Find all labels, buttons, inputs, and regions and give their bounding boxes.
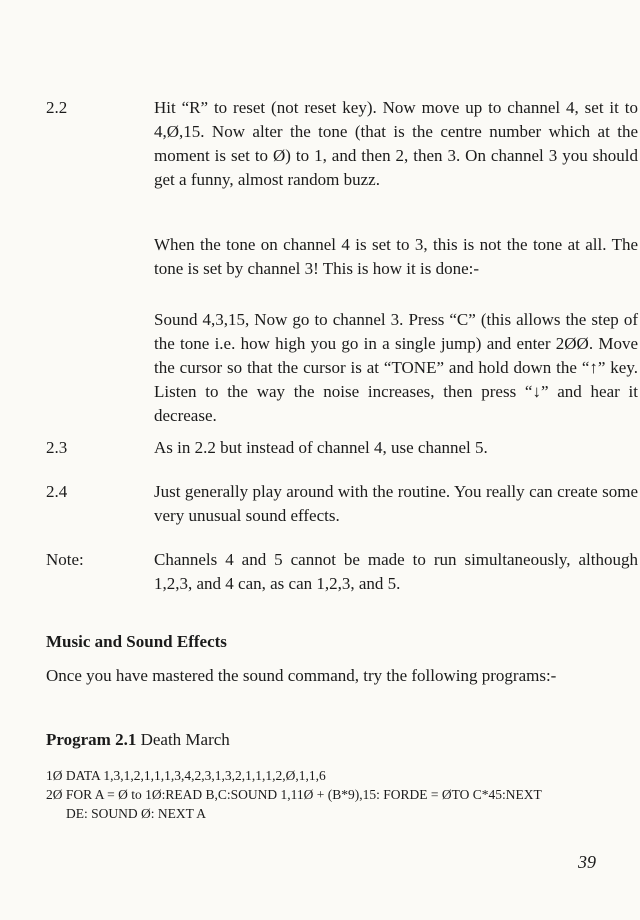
page-number: 39 [578,852,596,872]
code-line: DE: SOUND Ø: NEXT A [66,806,207,821]
code-line: 1Ø DATA 1,3,1,2,1,1,1,3,4,2,3,1,3,2,1,1,1,2,Ø,1,1,6 [46,768,326,783]
section-paragraph: When the tone on channel 4 is set to 3, this is not the tone at all. The tone is set by channel 3! This is how it is done:- [154,235,638,278]
section-paragraph: Just generally play around with the routine. You really can create some very unusual sound effects. [154,482,638,525]
section-number: 2.3 [46,438,68,457]
section-paragraph: As in 2.2 but instead of channel 4, use channel 5. [154,438,488,457]
section-number: 2.2 [46,98,68,117]
section-paragraph: Hit “R” to reset (not reset key). Now move up to channel 4, set it to 4,Ø,15. Now alter the tone (that is the centre number which at the moment is set to Ø) to 1, and then 2, then 3. On channel 3 you should get a funny, almost random buzz. [154,98,638,189]
program-name: Death March [140,730,230,749]
note-label: Note: [46,550,84,569]
code-line: 2Ø FOR A = Ø to 1Ø:READ B,C:SOUND 1,11Ø + (B*9),15: FORDE = ØTO C*45:NEXT [46,787,542,802]
intro-paragraph: Once you have mastered the sound command, try the following programs:- [46,666,557,685]
note-paragraph: Channels 4 and 5 cannot be made to run simultaneously, although 1,2,3, and 4 can, as can 1,2,3, and 5. [154,550,638,593]
section-number: 2.4 [46,482,68,501]
program-label: Program 2.1 [46,730,137,749]
section-paragraph: Sound 4,3,15, Now go to channel 3. Press “C” (this allows the step of the tone i.e. how high you go in a single jump) and enter 2ØØ. Move the cursor so that the cursor is at “TONE” and hold down the “↑” key. Listen to the way the noise increases, then press “↓” and hear it decrease. [154,310,638,425]
program-title [46,728,230,752]
section-heading: Music and Sound Effects [46,632,227,651]
